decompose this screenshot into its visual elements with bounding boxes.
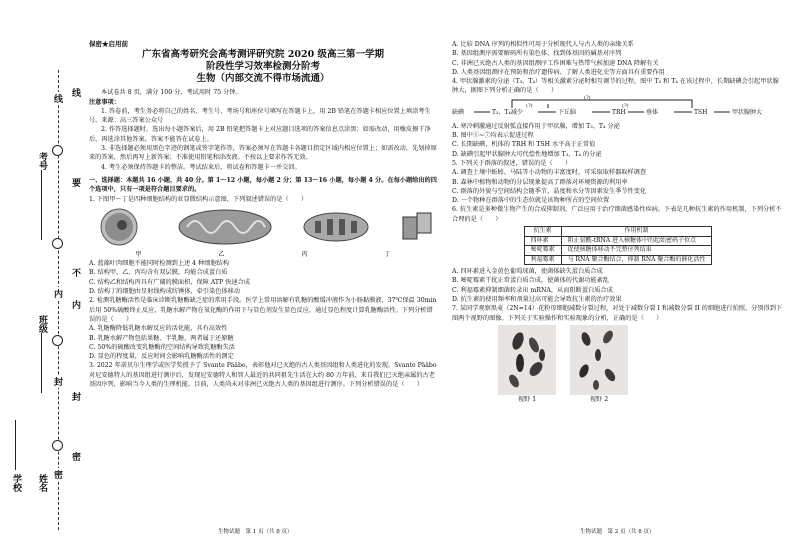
- micrograph-view1: [498, 325, 556, 395]
- q1-option-d: D. 结构丁的细胞由星射线构成纺锤体，牵引染色体移动: [89, 288, 240, 296]
- mitochondrion-illustration: [175, 207, 275, 247]
- exam-title-line1: 广东省高考研究会高考测评研究院 2020 级高三第一学期: [141, 49, 385, 61]
- q2-stem: 2. 检测乳糖酶活性是临床诊断乳糖酶缺乏症的常用手段。医学上常用溶解有乳糖的酸缓冲液作为小肠黏膜液，37℃保温 30min 后用 50%硫酸终止反应，乳糖水解产物在氧化酶的作用下与显色剂发生显色反应，通过显色程度计算乳糖酶活性。下列分析错误的是（ ）: [89, 297, 437, 323]
- fig-label-bing: 丙: [301, 250, 308, 258]
- fig-label-yi: 乙: [218, 250, 225, 258]
- q2-option-c: C. 50%的硫酸改变乳糖酶的空间结构导致乳糖酶失活: [89, 343, 235, 351]
- table-cell: 与 RNA 聚合酶结合，抑制 RNA 聚合酶的催化活性: [561, 255, 712, 265]
- q1-option-c: C. 结构乙和结构丙具有广阔的膜面积，保障 ATP 快速合成: [89, 278, 250, 286]
- table-row: [524, 255, 712, 265]
- pathway-node-hypothalamus: 下丘脑: [558, 108, 577, 116]
- notice-4: 4. 考生必须保持答题卡的整洁。考试结束后，将试卷和答题卡一并交回。: [101, 163, 301, 171]
- exam-number-label: 考号: [37, 152, 47, 170]
- exam-title-line3: 生物（内部交流不得市场流通）: [196, 73, 330, 85]
- q2-option-a: A. 乳糖酶降低乳糖水解反应的活化能，具有高效性: [89, 325, 228, 333]
- seal-char-inside: 内: [53, 287, 64, 300]
- left-column: [89, 40, 437, 389]
- pathway-node-iodine: 缺碘: [452, 108, 465, 116]
- table-cell: 嘧啶霉素: [524, 246, 561, 256]
- banner-char: 要: [70, 178, 80, 187]
- q3-stem: 3. 2022 年诺贝尔生理学或医学奖授予了 Svante Pääbo，表彰他对已灭绝的古人类基因组和人类进化的发现。Svante Pääbo 对尼安德特人的基因组进行测序后，发现尼安德特人和智人最近的共同祖先生活在大约 80 万年前，来自我们已灭绝亲属的古老基因序列，影响当今人类的生理机能。目前，人类尚未对非洲已灭绝古人类的基因组进行测序。下列分析错误的是（ ）: [89, 362, 437, 389]
- notice-1: 1. 答卷前，考生务必将自己的姓名、考生号、考场号和座位号填写在答题卡上，用 2B 铅笔在答题卡相应位置上填涂考生号。来源：高三答案公众号: [89, 107, 431, 125]
- pathway-mark: (?): [526, 102, 533, 109]
- banner-char: 不: [70, 268, 80, 277]
- q5-option-c: C. 群落的外貌与空间结构会随季节，晶度和水分等因素发生季节性变化: [452, 187, 647, 195]
- q1-option-b: B. 结构甲、乙、丙均含有双层膜，均能合成蛋白质: [89, 269, 228, 277]
- school-field[interactable]: [15, 420, 16, 470]
- seal-char-line: 线: [53, 92, 64, 105]
- table-cell: 利福霉素: [524, 255, 561, 265]
- view2-label: 视野 2: [589, 395, 609, 403]
- view1-label: 视野 1: [517, 395, 537, 403]
- q2-option-d: D. 显色的程度量，反应时间会影响乳糖酶活性的测定: [89, 353, 234, 361]
- seal-circle: [52, 335, 63, 346]
- table-header-cell: 作用机制: [561, 227, 712, 237]
- q1-figure-labels: [89, 250, 437, 259]
- q1-figure: [89, 206, 437, 248]
- q6-option-b: B. 嘧啶霉素干扰正常蛋白质合成，使菌体的代谢功能紊乱: [452, 277, 609, 285]
- notice-2: 2. 作答选择题时，选出每小题答案后，用 2B 铅笔把答题卡上对应题目选项的答案信息点涂黑；如需改动，用橡皮擦干净后，再选涂其他答案。答案不能答在试卷上。: [89, 126, 431, 143]
- pathway-mark: (?): [584, 94, 591, 101]
- pathway-node-pituitary: 垂体: [646, 108, 659, 116]
- pathway-node-t3t4: T₃、T₄减少: [492, 108, 523, 116]
- q3-option-c: C. 非洲已灭绝古人类的基因组测序工作困难与热带气候加速 DNA 降解有关: [452, 59, 659, 67]
- q4-stem: 4. 甲状腺激素的分泌（T₃、T₄）等相关激素分泌时相互调节的过程，图中 T₃ 和 T₄ 在该过程中，长期缺碘会引起甲状腺肿大，据图下列分析正确的是（ ）: [452, 78, 779, 95]
- table-cell: 促使核糖体移动不完整序列结束: [561, 246, 712, 256]
- table-header-row: [524, 227, 712, 237]
- seal-circle: [52, 145, 63, 156]
- nucleus-illustration: [89, 207, 149, 247]
- fig-label-jia: 甲: [135, 250, 142, 258]
- q3-option-a: A. 比较 DNA 序列的相似性可用于分析现代人与古人类的亲缘关系: [452, 41, 634, 48]
- footer-page-1: 生物试题 第 1 页（共 8 页）: [218, 529, 293, 535]
- class-label: 班级: [37, 315, 47, 333]
- q4-option-b: B. 图中①~⑦均表示促进过程: [452, 132, 534, 140]
- table-header-cell: 抗生素: [524, 227, 561, 237]
- pathway-mark: (?): [622, 102, 629, 109]
- notice-title: 注意事项：: [89, 98, 120, 106]
- chloroplast-illustration: [301, 207, 371, 247]
- class-field[interactable]: [41, 333, 42, 393]
- fig-label-ding: 丁: [384, 250, 391, 258]
- chromosome-image-2: [570, 325, 628, 395]
- banner-char: 封: [70, 392, 80, 401]
- q3-option-d: D. 人类基因组测序在预防和治疗遗传病、了解人类进化史等方面具有重要作用: [452, 68, 665, 76]
- q5-option-d: D. 一个物种在群落中的生态位就是该物种所占的空间位置: [452, 197, 610, 205]
- q3-option-b: B. 基因组测序需要解码所有染色体，找到体基因的碱基对序列: [452, 50, 622, 58]
- intro-line: 本试卷共 8 页，满分 100 分，考试用时 75 分钟。: [101, 89, 242, 97]
- q4-option-a: A. 寒冷刺激通过反射弧直接作用于甲状腺，增加 T₃、T₄ 分泌: [452, 122, 620, 130]
- table-cell: 四环素: [524, 236, 561, 246]
- pathway-node-trh: TRH: [612, 108, 626, 116]
- seal-circle: [52, 238, 63, 249]
- q5-option-a: A. 调查土壤中蚯蚓、马陆等小动物的丰富度时，可采取取样器取样调查: [452, 169, 647, 177]
- banner-char: 密: [70, 452, 80, 461]
- pathway-node-tsh: TSH: [694, 108, 708, 116]
- q4-pathway-diagram: [452, 96, 784, 122]
- exam-number-field[interactable]: [41, 170, 42, 240]
- antibiotic-table: [524, 226, 713, 265]
- binding-margin: [0, 0, 84, 539]
- seal-circle: [52, 440, 63, 451]
- banner-char: 线: [70, 88, 80, 97]
- notice-3: 3. 非选择题必须用黑色字迹的钢笔或签字笔作答，答案必须写在答题卡各题目指定区域内相应位置上；如需改动，先划掉原来的答案，然后再写上新答案；不准使用铅笔和涂改液。不按以上要求作答无效。: [89, 145, 437, 162]
- table-row: [524, 246, 712, 256]
- centriole-illustration: [397, 207, 437, 247]
- view1-wrap: [498, 325, 556, 404]
- q4-option-d: D. 缺碘引起甲状腺肿大可代偿性地增加 T₃、T₄ 的分泌: [452, 150, 602, 158]
- q7-micrographs: [498, 325, 784, 404]
- exam-title-line2: 阶段性学习效率检测分阶考: [205, 61, 320, 73]
- school-label: 学校: [11, 474, 21, 492]
- q4-option-c: C. 长期缺碘，机体的 TRH 和 TSH 水平高于正常值: [452, 141, 596, 149]
- seal-char-secret: 密: [53, 468, 64, 481]
- q1-stem: 1. 下图甲～丁是四种细胞结构的亚显微结构示意图，下列叙述错误的是（ ）: [89, 195, 308, 203]
- q6-option-a: A. 四环素进入金黄色葡萄球菌，使菌体缺失蛋白质合成: [452, 268, 603, 276]
- q5-option-b: B. 森林中植物和动物的分层现象提高了群落对环境资源的利用率: [452, 178, 628, 186]
- chromosome-image-1: [498, 325, 556, 395]
- q6-option-c: C. 利福霉素抑制细菌转录出 mRNA，从而阻断蛋白质合成: [452, 286, 613, 294]
- view2-wrap: [570, 325, 628, 404]
- q7-stem: 7. 某同学观察黑麦（2N=14）花粉母细胞减数分裂过程，对处于减数分裂 I 和减数分裂 II 的细胞进行拍照，分别得到下图两个视野的图像。下列关于实验操作和实验现象的分析，正确的是（ ）: [452, 305, 783, 322]
- q2-option-b: B. 乳糖水解产物包括果糖、半乳糖，两者属于还原糖: [89, 334, 234, 342]
- seal-dash-line: [58, 70, 59, 530]
- table-row: [524, 236, 712, 246]
- right-column: [452, 40, 784, 404]
- seal-char-seal: 封: [53, 375, 64, 388]
- footer-page-2: 生物试题 第 2 页（共 8 页）: [580, 529, 655, 535]
- q6-option-d: D. 抗生素的使用频率和剂量过高可能会导致抗生素的治疗效果: [452, 295, 622, 303]
- secret-mark: 保密★启用前: [89, 40, 128, 48]
- micrograph-view2: [570, 325, 628, 395]
- pathway-node-goiter: 甲状腺肿大: [732, 108, 763, 116]
- banner-char: 内: [70, 300, 80, 309]
- name-label: 姓名: [37, 474, 47, 492]
- q1-option-a: A. 蓝藻叶肉细胞不能同时检测到上述 4 种细胞结构: [89, 260, 230, 268]
- section1-heading: 一、选择题：本题共 16 小题，共 40 分。第 1～12 小题，每小题 2 分；第 13～16 小题，每小题 4 分。在每小题给出的四个选项中，只有一项是符合题目要求的。: [89, 176, 437, 194]
- q5-stem: 5. 下列关于群落的叙述，错误的是（ ）: [452, 159, 572, 167]
- q6-stem: 6. 抗生素是多种微生物产生的合成抑制剂，广泛应用于治疗细菌感染性疾病。下表是几种抗生素的作用机制，下列分析不合理的是（ ）: [452, 206, 782, 223]
- table-cell: 阻止氨酰-tRNA 进入核糖体中的起始密码子位点: [561, 236, 712, 246]
